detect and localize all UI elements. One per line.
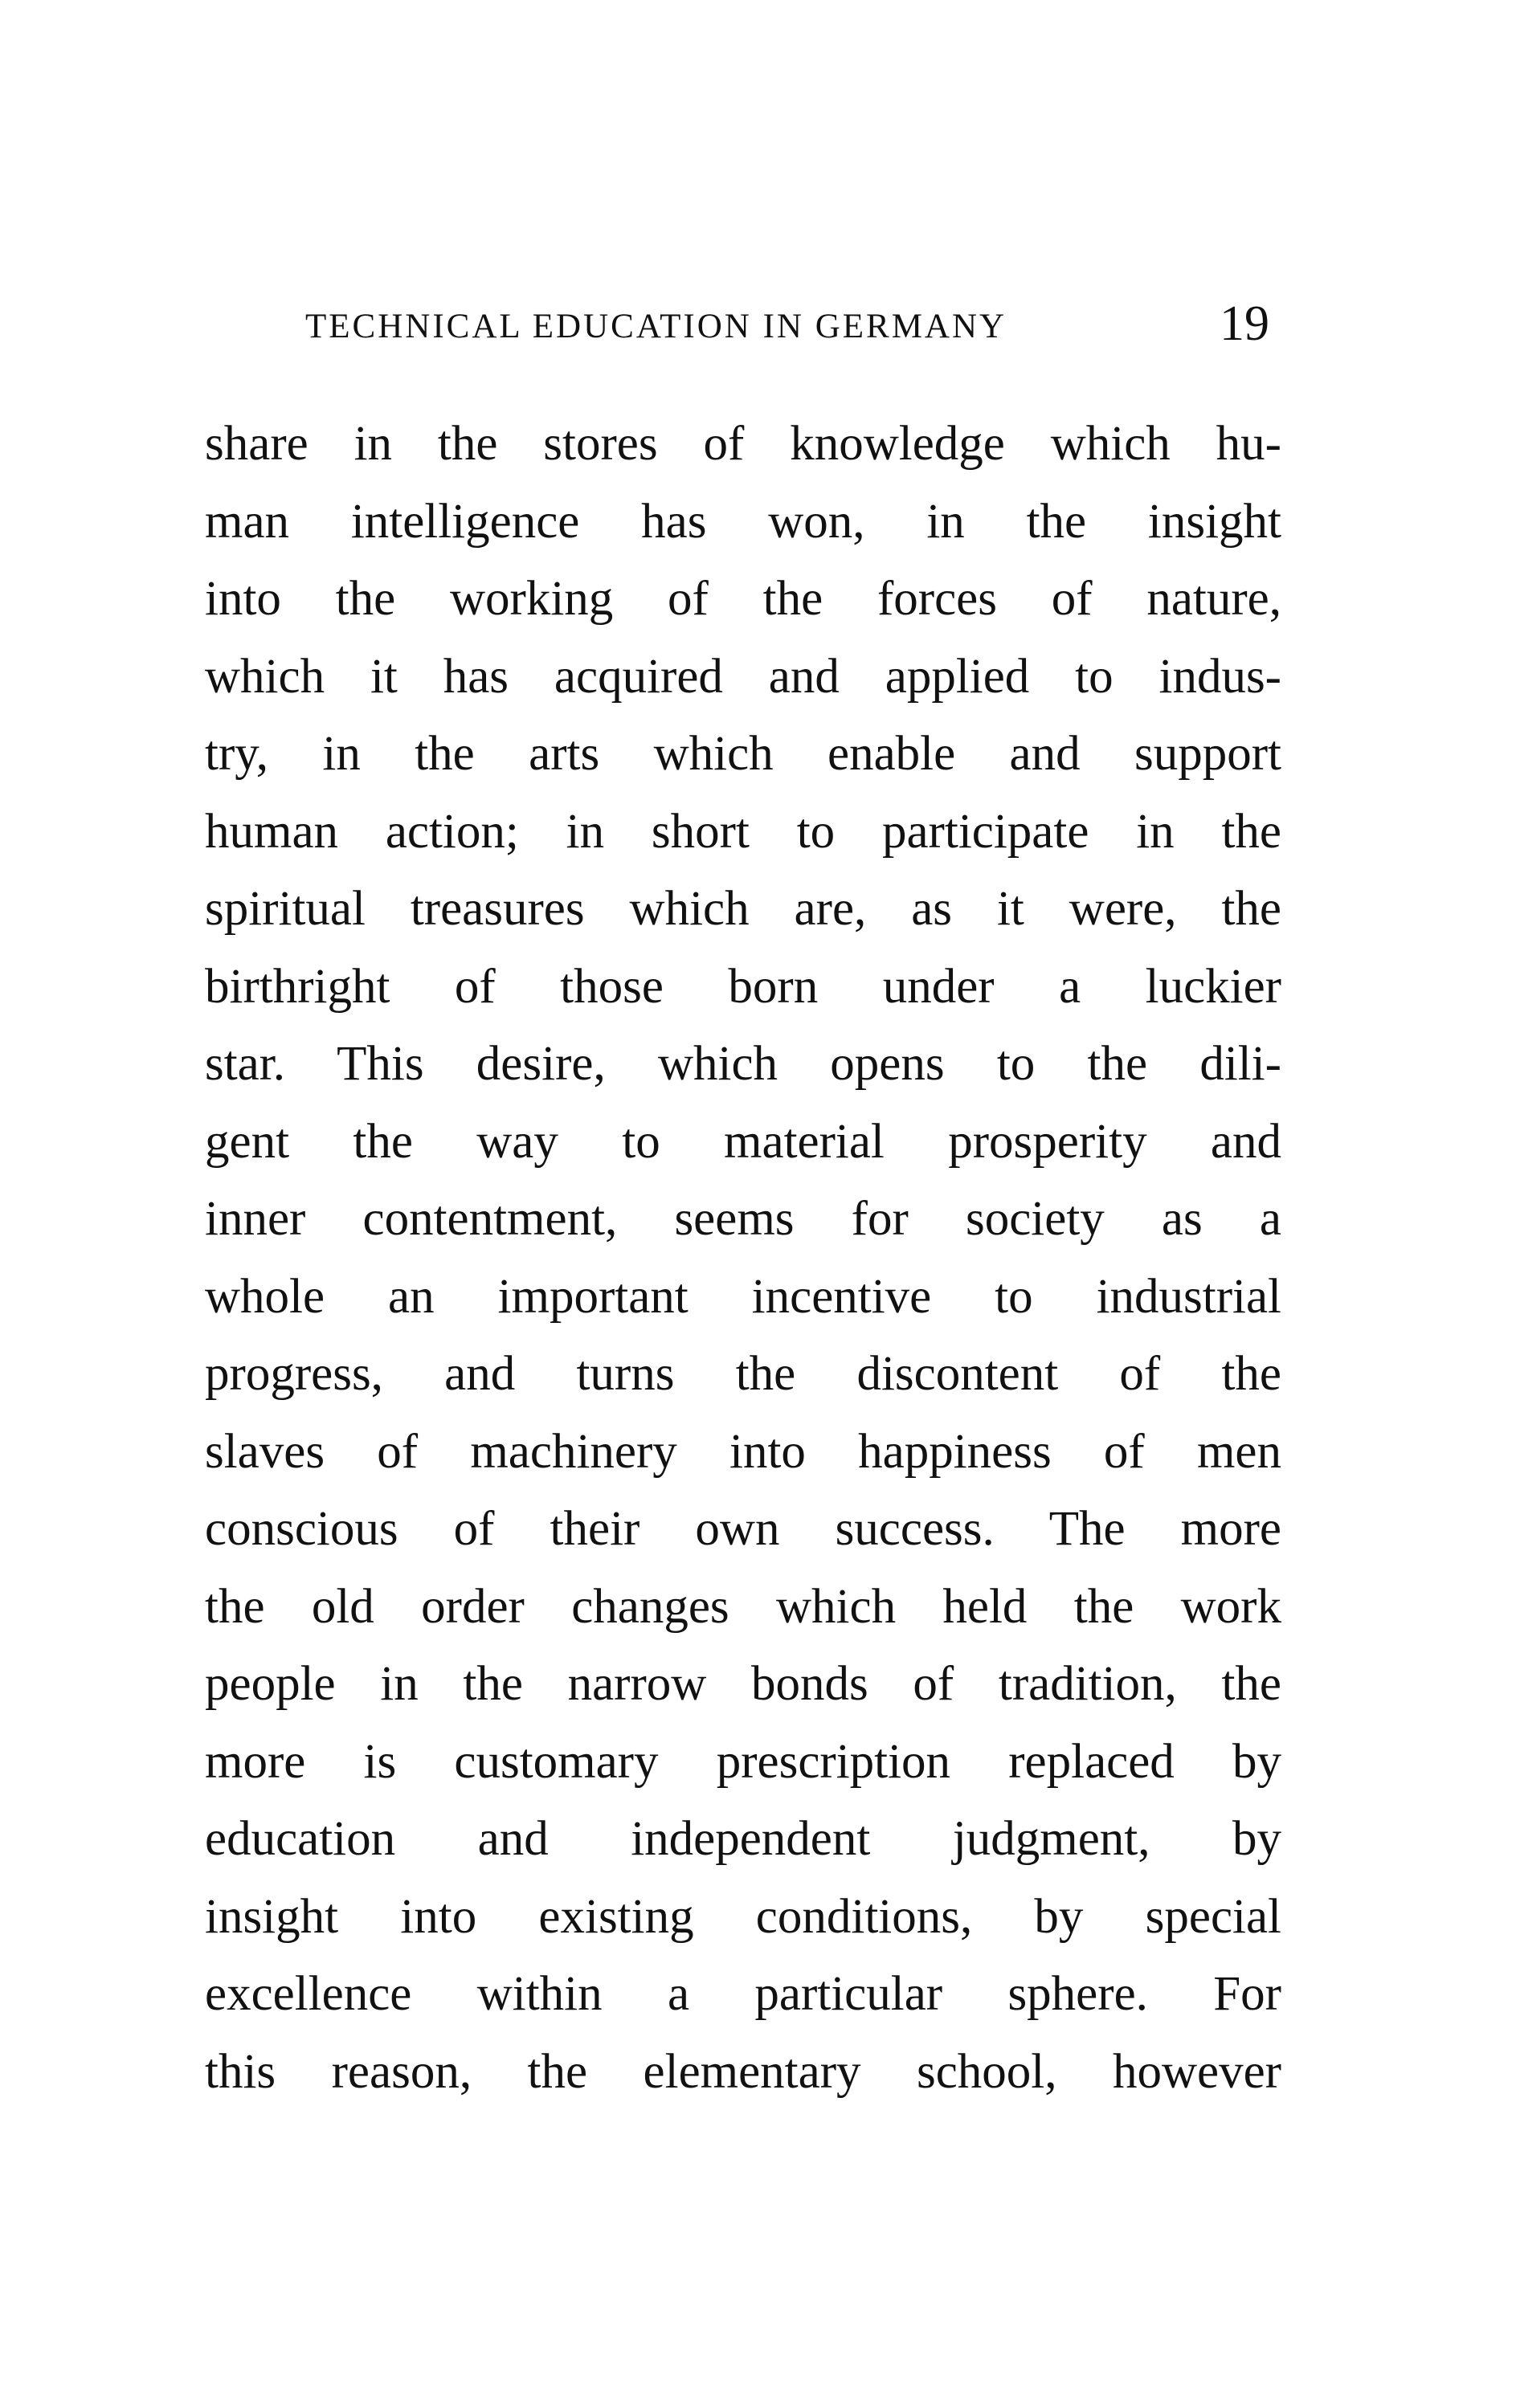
text-line: inner contentment, seems for society as a xyxy=(205,1192,1281,1246)
text-line: gent the way to material prosperity and xyxy=(205,1114,1281,1169)
text-line: education and independent judgment, by xyxy=(205,1812,1281,1866)
text-line: man intelligence has won, in the insight xyxy=(205,494,1281,549)
text-line: whole an important incentive to industrial xyxy=(205,1269,1281,1324)
text-line: people in the narrow bonds of tradition, the xyxy=(205,1657,1281,1711)
body-paragraph xyxy=(205,406,1281,2111)
text-line: the old order changes which held the work xyxy=(205,1579,1281,1634)
running-head xyxy=(305,296,1269,352)
text-line: excellence within a particular sphere. For xyxy=(205,1967,1281,2021)
text-line: this reason, the elementary school, however xyxy=(205,2044,1281,2099)
text-line: conscious of their own success. The more xyxy=(205,1502,1281,1556)
text-line: progress, and turns the discontent of the xyxy=(205,1347,1281,1401)
text-line: into the working of the forces of nature, xyxy=(205,572,1281,626)
text-line: share in the stores of knowledge which hu- xyxy=(205,417,1281,471)
text-line: spiritual treasures which are, as it were, the xyxy=(205,882,1281,936)
text-line: human action; in short to participate in the xyxy=(205,804,1281,859)
text-line: star. This desire, which opens to the dili- xyxy=(205,1037,1281,1091)
page-number: 19 xyxy=(1220,296,1269,351)
text-line: which it has acquired and applied to indus- xyxy=(205,649,1281,704)
text-line: slaves of machinery into happiness of men xyxy=(205,1424,1281,1479)
text-line: insight into existing conditions, by special xyxy=(205,1889,1281,1944)
running-title: TECHNICAL EDUCATION IN GERMANY xyxy=(305,308,1007,345)
text-line: more is customary prescription replaced by xyxy=(205,1734,1281,1789)
text-line: try, in the arts which enable and support xyxy=(205,727,1281,781)
text-line: birthright of those born under a luckier xyxy=(205,959,1281,1014)
